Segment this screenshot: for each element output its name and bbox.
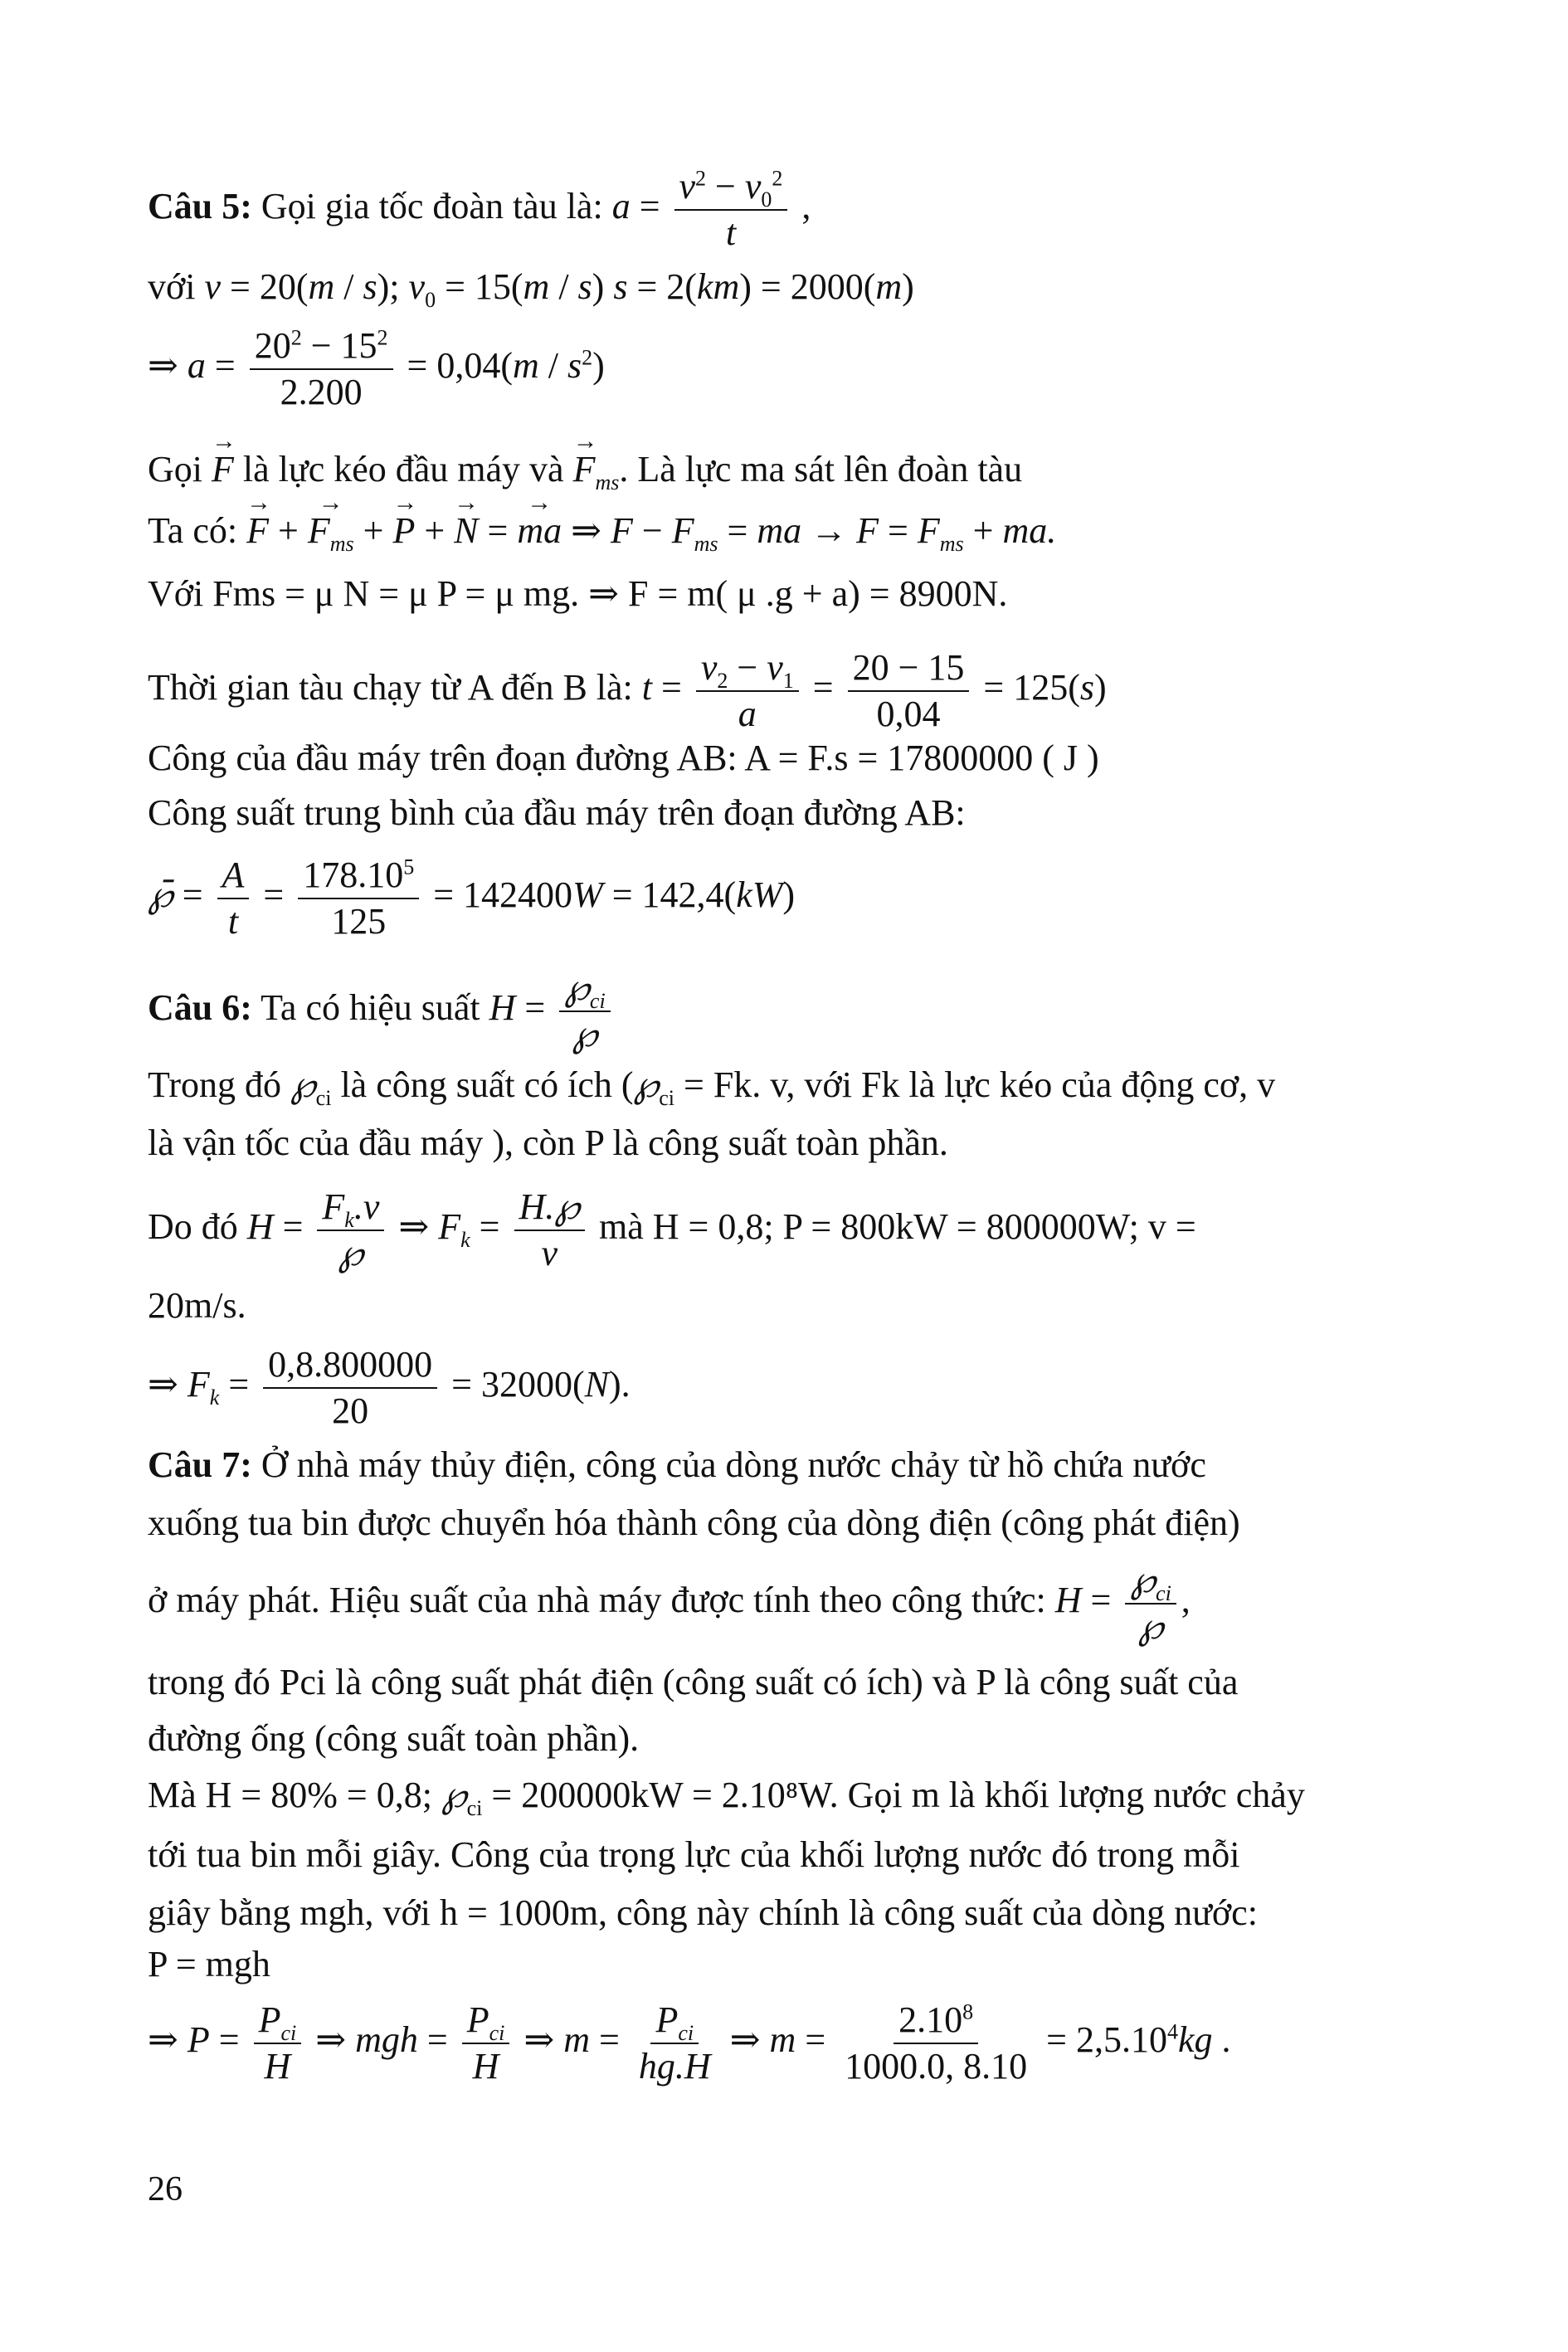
c7-line-1: Câu 7: Ở nhà máy thủy điện, công của dòng nước chảy từ hồ chứa nước [148, 1444, 1206, 1485]
c5-line-10: ℘̄ = $\frac{A}{t}$ = $\frac{178.10^5}{125}$ = 142400W = 142,4(kW) [148, 855, 796, 942]
c6-line-3: là vận tốc của đầu máy ), còn P là công suất toàn phần. [148, 1122, 948, 1163]
c7-line-4: trong đó Pci là công suất phát điện (công suất có ích) và P là công suất của [148, 1662, 1239, 1702]
c6-line-4: Do đó H = $\frac{F_k.v}{℘}$ ⇒ $F_k$ = $\frac{H.℘}{v}$ mà H = 0,8; P = 800kW = 800000W; v = [148, 1186, 1196, 1273]
c6-line-2: Trong đó $℘_{ci}$ là công suất có ích ($℘_{ci} = Fk$. v, với Fk là lực kéo của động cơ, v [148, 1064, 1276, 1110]
c5-line-3: ⇒ a = $\frac{20^2 - 15^2}{2.200}$ = $0,04(m / s^2)$ [148, 325, 605, 412]
c7-line-8: giây bằng mgh, với h = 1000m, công này chính là công suất của dòng nước: [148, 1892, 1258, 1933]
c6-line-6: ⇒ $F_k$ = $\frac{0,8.800000}{20}$ = 32000(N). [148, 1344, 631, 1431]
c7-line-6: Mà H = 80% = 0,8; $℘_{ci} = 200000kW = 2.10^8W$. Gọi m là khối lượng nước chảy [148, 1775, 1305, 1820]
c5-line-1: Câu 5: Gọi gia tốc đoàn tàu là: a = $\frac{v^2 - v_0^2}{t}$ , [148, 166, 811, 253]
c7-line-3: ở máy phát. Hiệu suất của nhà máy được tính theo công thức: H = $\frac{℘_{ci}}{℘}$ , [148, 1560, 1191, 1647]
c5-line-8: Công của đầu máy trên đoạn đường AB: A = F.s = 17800000 ( J ) [148, 738, 1099, 778]
page-number: 26 [148, 2170, 183, 2208]
question-7-heading: Câu 7: [148, 1444, 252, 1485]
c5-line-7: Thời gian tàu chạy từ A đến B là: t = $\frac{v_2 - v_1}{a}$ = $\frac{20 - 15}{0,04}$ = 125(s) [148, 647, 1107, 734]
c5-line-5: Ta có: → F + → $F_{ms}$ + → P + → N = → ma ⇒ $F - F_{ms}$ = ma → $F = F_{ms}$ + ma. [148, 508, 1056, 554]
c5-line-6: Với Fms = μ N = μ P = μ mg. ⇒ F = m( μ .g + a) = 8900N. [148, 573, 1008, 614]
acceleration-formula: $\frac{v^2 - v_0^2}{t}$ [674, 166, 788, 254]
c5-line-9: Công suất trung bình của đầu máy trên đoạn đường AB: [148, 792, 966, 833]
c7-line-2: xuống tua bin được chuyển hóa thành công của dòng điện (công phát điện) [148, 1502, 1240, 1543]
c7-line-7: tới tua bin mỗi giây. Công của trọng lực của khối lượng nước đó trong mỗi [148, 1834, 1240, 1875]
question-5-heading: Câu 5: [148, 186, 252, 227]
c7-line-5: đường ống (công suất toàn phần). [148, 1718, 640, 1759]
c7-line-10: ⇒ P = $\frac{P_{ci}}{H}$ ⇒ mgh = $\frac{P_{ci}}{H}$ ⇒ m = $\frac{P_{ci}}{hg.H}$ ⇒ m = $\frac{2.10^8}{1000.0, 8.10}$ = $2,5.10^4kg$ . [148, 1999, 1231, 2087]
c5-line-4: Gọi → F là lực kéo đầu máy và → $F_{ms}$. Là lực ma sát lên đoàn tàu [148, 446, 1022, 493]
c6-line-1: Câu 6: Ta có hiệu suất H = $\frac{℘_{ci}}{℘}$ [148, 967, 616, 1055]
c5-line-2: với v = 20(m / s); $v_0 = 15(m / s) s = 2(km) = 2000(m)$ [148, 266, 914, 312]
c7-line-9: P = mgh [148, 1944, 270, 1984]
question-6-heading: Câu 6: [148, 987, 252, 1029]
c6-line-5: 20m/s. [148, 1285, 246, 1326]
